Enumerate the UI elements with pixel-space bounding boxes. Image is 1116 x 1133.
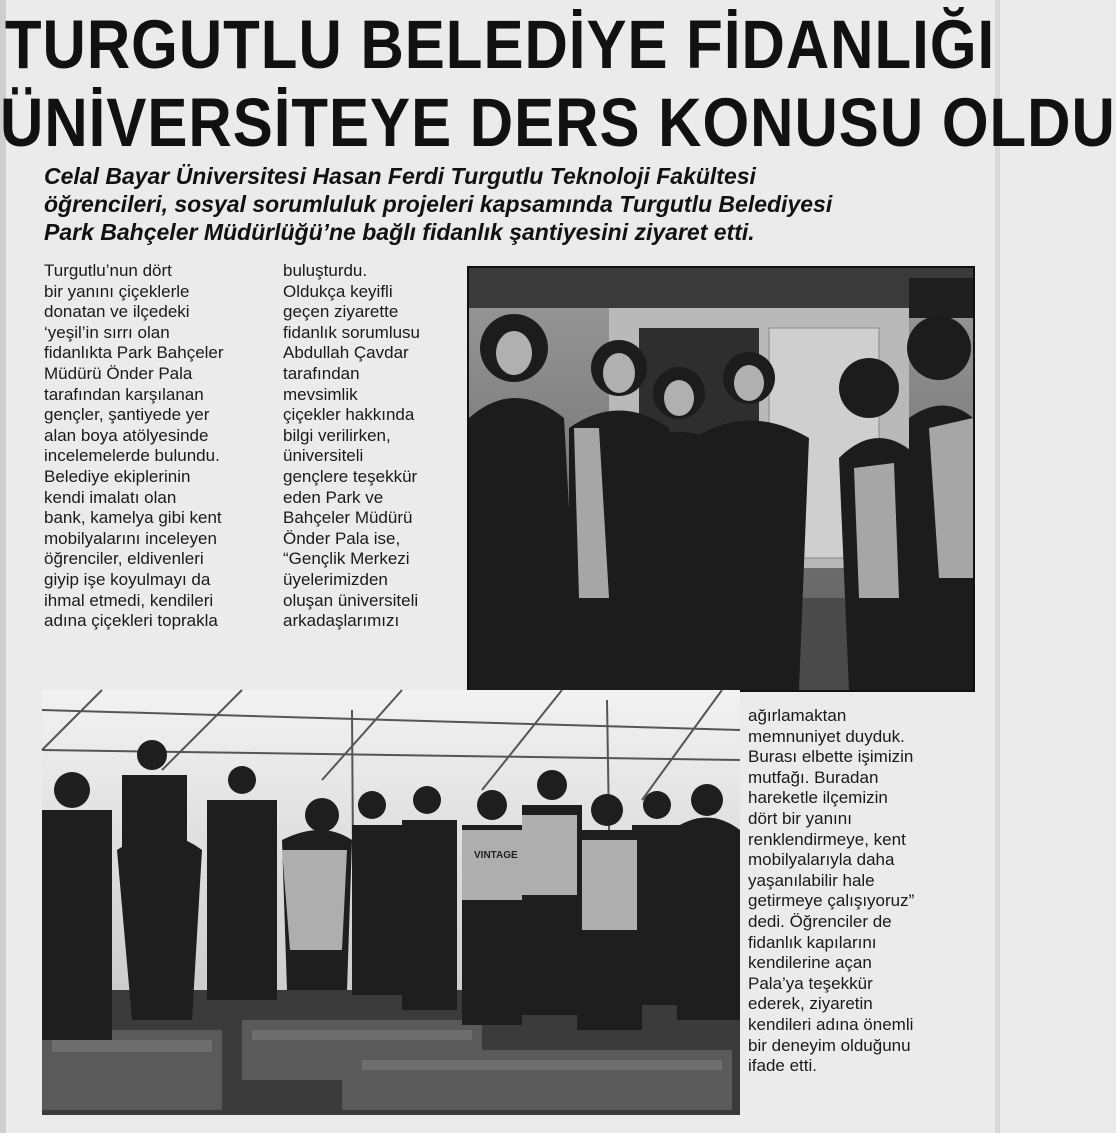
body-line: Müdürü Önder Pala	[44, 363, 193, 383]
body-line: ederek, ziyaretin	[748, 994, 873, 1014]
body-column-2	[283, 261, 463, 632]
body-line: arkadaşlarımızı	[283, 611, 400, 631]
body-line: geçen ziyarette	[283, 302, 399, 322]
body-line: “Gençlik Merkezi	[283, 549, 410, 569]
body-line: kendi imalatı olan	[44, 487, 177, 507]
headline-line-1: TURGUTLU BELEDİYE FİDANLIĞI	[4, 5, 996, 83]
body-line: fidanlıkta Park Bahçeler	[44, 343, 224, 363]
body-line: memnuniyet duyduk.	[748, 726, 905, 746]
body-line: kendileri adına önemli	[748, 1014, 914, 1034]
body-line: Burası elbette işimizin	[748, 747, 914, 767]
body-line: fidanlık sorumlusu	[283, 322, 421, 342]
body-line: ihmal etmedi, kendileri	[44, 590, 214, 610]
body-line: ‘yeşil’in sırrı olan	[44, 322, 170, 342]
body-line: üyelerimizden	[283, 569, 388, 589]
body-line: ağırlamaktan	[748, 706, 847, 725]
body-line: bir deneyim olduğunu	[748, 1035, 911, 1055]
lead-paragraph	[44, 162, 964, 246]
body-line: buluşturdu.	[283, 261, 368, 280]
body-line: dört bir yanını	[748, 808, 852, 828]
lead-line: Park Bahçeler Müdürlüğü’ne bağlı fidanlık şantiyesini ziyaret etti.	[44, 219, 755, 245]
photo-students-group	[467, 266, 975, 692]
lead-line: Celal Bayar Üniversitesi Hasan Ferdi Turgutlu Teknoloji Fakültesi	[44, 163, 756, 189]
body-line: bir yanını çiçeklerle	[44, 281, 190, 301]
body-line: getirmeye çalışıyoruz”	[748, 891, 915, 911]
body-line: mobilyalarını inceleyen	[44, 528, 217, 548]
photo-greenhouse-visit	[42, 690, 740, 1115]
body-line: mobilyalarıyla daha	[748, 850, 895, 870]
body-line: renklendirmeye, kent	[748, 829, 906, 849]
body-line: donatan ve ilçedeki	[44, 302, 190, 322]
shirt-text: VINTAGE	[474, 850, 518, 861]
body-line: dedi. Öğrenciler de	[748, 911, 892, 931]
body-line: giyip işe koyulmayı da	[44, 569, 211, 589]
body-line: mutfağı. Buradan	[748, 767, 879, 787]
scan-edge-left	[0, 0, 6, 1133]
body-line: gençler, şantiyede yer	[44, 405, 210, 425]
scan-edge-right	[995, 0, 1000, 1133]
body-line: Turgutlu’nun dört	[44, 261, 172, 280]
body-line: Bahçeler Müdürü	[283, 508, 413, 528]
body-line: bank, kamelya gibi kent	[44, 508, 222, 528]
body-column-1	[44, 261, 264, 632]
body-line: Önder Pala ise,	[283, 528, 401, 548]
body-line: bilgi verilirken,	[283, 425, 391, 445]
body-line: tarafından karşılanan	[44, 384, 204, 404]
body-line: oluşan üniversiteli	[283, 590, 419, 610]
body-line: Abdullah Çavdar	[283, 343, 409, 363]
body-line: gençlere teşekkür	[283, 466, 418, 486]
lead-line: öğrencileri, sosyal sorumluluk projeleri kapsamında Turgutlu Belediyesi	[44, 191, 833, 217]
body-line: Belediye ekiplerinin	[44, 466, 191, 486]
body-line: tarafından	[283, 363, 360, 383]
body-line: öğrenciler, eldivenleri	[44, 549, 204, 569]
photo-students-image	[469, 268, 973, 690]
body-line: ifade etti.	[748, 1056, 817, 1076]
body-line: fidanlık kapılarını	[748, 932, 877, 952]
body-column-3	[748, 706, 978, 1077]
body-line: yaşanılabilir hale	[748, 870, 875, 890]
body-line: incelemelerde bulundu.	[44, 446, 220, 466]
body-line: çiçekler hakkında	[283, 405, 415, 425]
body-line: kendilerine açan	[748, 953, 872, 973]
body-line: hareketle ilçemizin	[748, 788, 888, 808]
body-line: Oldukça keyifli	[283, 281, 393, 301]
body-line: mevsimlik	[283, 384, 358, 404]
body-line: Pala’ya teşekkür	[748, 973, 873, 993]
body-line: eden Park ve	[283, 487, 384, 507]
body-line: alan boya atölyesinde	[44, 425, 209, 445]
body-line: üniversiteli	[283, 446, 364, 466]
headline-line-2: ÜNİVERSİTEYE DERS KONUSU OLDU	[0, 83, 1116, 161]
body-line: adına çiçekleri toprakla	[44, 611, 218, 631]
photo-greenhouse-image	[42, 690, 740, 1115]
